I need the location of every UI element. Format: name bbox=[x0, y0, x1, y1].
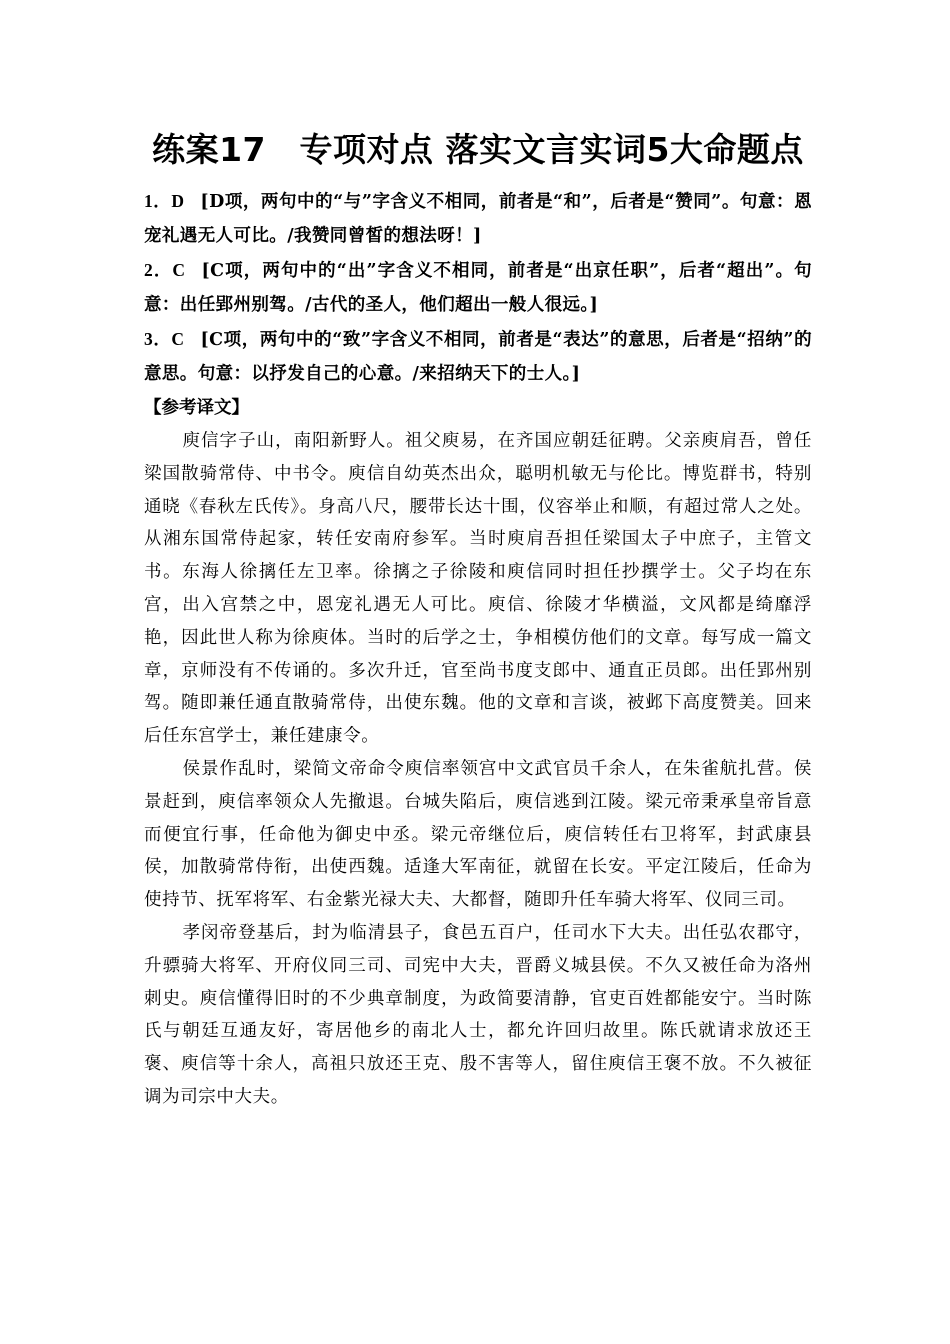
answer-item-1 bbox=[144, 184, 812, 253]
answer-item-2 bbox=[144, 253, 812, 322]
section-heading: 【参考译文】 bbox=[144, 398, 249, 418]
answer-number: 3．C bbox=[144, 329, 185, 349]
answer-explanation: [D项，两句中的“与”字含义不相同，前者是“和”，后者是“赞同”。句意：恩宠礼遇无人可比。/我赞同曾皙的想法呀！] bbox=[144, 192, 812, 246]
document-body bbox=[144, 118, 812, 1114]
answer-explanation: [C项，两句中的“出”字含义不相同，前者是“出京任职”，后者“超出”。句意：出任郢州别驾。/古代的圣人，他们超出一般人很远。] bbox=[144, 261, 812, 315]
answer-item-3 bbox=[144, 322, 812, 391]
translation-paragraph-2: 侯景作乱时，梁简文帝命令庾信率领宫中文武官员千余人，在朱雀航扎营。侯景赶到，庾信率领众人先撤退。台城失陷后，庾信逃到江陵。梁元帝秉承皇帝旨意而便宜行事，任命他为御史中丞。梁元帝继位后，庾信转任右卫将军，封武康县侯，加散骑常侍衔，出使西魏。适逢大军南征，就留在长安。平定江陵后，任命为使持节、抚军将军、右金紫光禄大夫、大都督，随即升任车骑大将军、仪同三司。 bbox=[144, 758, 812, 911]
answer-explanation: [C项，两句中的“致”字含义不相同，前者是“表达”的意思，后者是“招纳”的意思。句意：以抒发自己的心意。/来招纳天下的士人。] bbox=[144, 330, 812, 384]
answer-number: 2．C bbox=[144, 260, 186, 280]
answer-number: 1．D bbox=[144, 191, 185, 211]
page-title: 练案17 专项对点 落实文言实词5大命题点 bbox=[152, 130, 804, 169]
translation-paragraph-3: 孝闵帝登基后，封为临清县子，食邑五百户，任司水下大夫。出任弘农郡守，升骠骑大将军、开府仪同三司、司宪中大夫，晋爵义城县侯。不久又被任命为洛州刺史。庾信懂得旧时的不少典章制度，为政简要清静，官吏百姓都能安宁。当时陈氏与朝廷互通友好，寄居他乡的南北人士，都允许回归故里。陈氏就请求放还王褒、庾信等十余人，高祖只放还王克、殷不害等人，留住庾信王褒不放。不久被征调为司宗中大夫。 bbox=[144, 922, 812, 1107]
translation-paragraph-1: 庾信字子山，南阳新野人。祖父庾易，在齐国应朝廷征聘。父亲庾肩吾，曾任梁国散骑常侍、中书令。庾信自幼英杰出众，聪明机敏无与伦比。博览群书，特别通晓《春秋左氏传》。身高八尺，腰带长达十围，仪容举止和顺，有超过常人之处。从湘东国常侍起家，转任安南府参军。当时庾肩吾担任梁国太子中庶子，主管文书。东海人徐摛任左卫率。徐摛之子徐陵和庾信同时担任抄撰学士。父子均在东宫，出入宫禁之中，恩宠礼遇无人可比。庾信、徐陵才华横溢，文风都是绮靡浮艳，因此世人称为徐庾体。当时的后学之士，争相模仿他们的文章。每写成一篇文章，京师没有不传诵的。多次升迁，官至尚书度支郎中、通直正员郎。出任郢州别驾。随即兼任通直散骑常侍，出使东魏。他的文章和言谈，被邺下高度赞美。回来后任东宫学士，兼任建康令。 bbox=[144, 431, 812, 747]
